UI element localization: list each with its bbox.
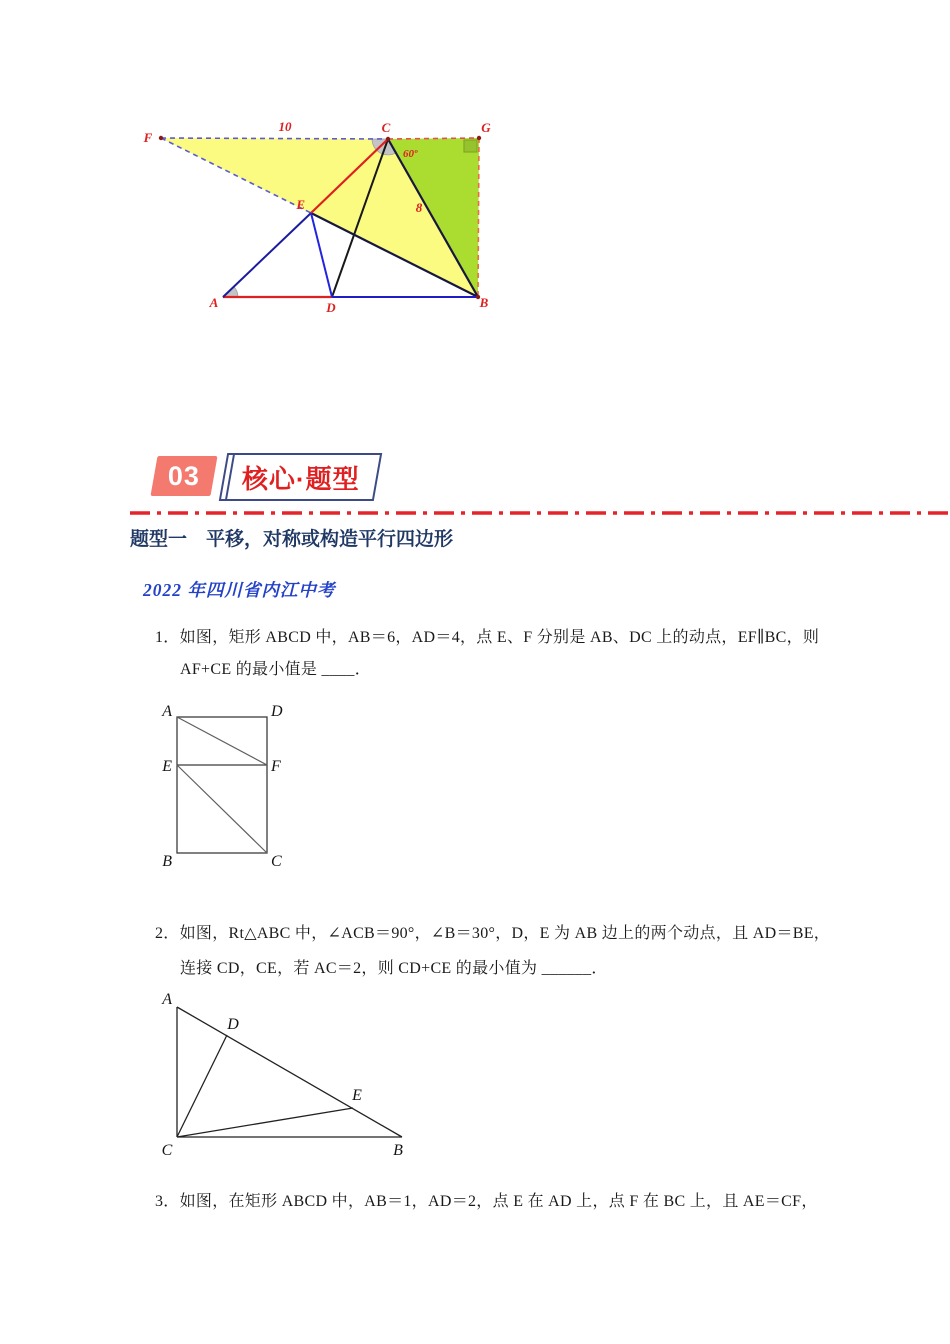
label-D: D	[271, 703, 283, 720]
segment-AF	[177, 717, 267, 765]
figure-question-2	[140, 988, 430, 1168]
label-B: B	[479, 295, 489, 310]
question-1-line-2: AF+CE 的最小值是 ____．	[180, 661, 372, 678]
label-C: C	[381, 120, 391, 135]
question-1-line-1: 1．如图，矩形 ABCD 中，AB＝6，AD＝4，点 E、F 分别是 AB、DC 上的动点，EF∥BC，则	[155, 629, 820, 646]
label-C: C	[271, 853, 282, 870]
section-divider	[128, 507, 950, 519]
label-angle-60: 60º	[403, 148, 418, 160]
label-E: E	[162, 758, 172, 775]
section-number-text: 03	[167, 460, 201, 491]
point-F	[159, 136, 163, 140]
label-CB-length: 8	[415, 200, 423, 215]
label-B: B	[162, 853, 172, 870]
segment-AB	[177, 1007, 402, 1137]
segment-AE	[223, 213, 311, 297]
question-2-line-2: 连接 CD，CE，若 AC＝2，则 CD+CE 的最小值为 ______．	[180, 960, 608, 977]
section-title-text: 核心·题型	[241, 463, 360, 494]
segment-EC	[177, 765, 267, 853]
segment-CE	[177, 1108, 353, 1137]
exam-source: 2022 年四川省内江中考	[143, 580, 336, 600]
question-3-line-1: 3．如图，在矩形 ABCD 中，AB＝1，AD＝2，点 E 在 AD 上，点 F 在 BC 上，且 AE＝CF，	[155, 1193, 818, 1210]
label-E: E	[296, 197, 305, 212]
label-D: D	[326, 300, 336, 315]
label-D: D	[227, 1016, 239, 1033]
label-F: F	[271, 758, 281, 775]
segment-CD	[177, 1035, 227, 1137]
figure-question-1	[148, 698, 298, 880]
point-C	[386, 137, 390, 141]
point-G	[477, 136, 481, 140]
label-G: G	[481, 120, 491, 135]
section-number-badge	[150, 456, 217, 496]
segment-ED	[311, 213, 332, 297]
right-angle-marker-G	[464, 140, 477, 152]
section-title-badge	[219, 453, 382, 501]
label-E: E	[352, 1087, 362, 1104]
label-A: A	[162, 703, 172, 720]
topic-heading: 题型一 平移，对称或构造平行四边形	[130, 529, 454, 550]
label-A: A	[209, 295, 219, 310]
label-C: C	[161, 1142, 173, 1159]
label-FC-length: 10	[278, 119, 292, 134]
question-2-line-1: 2．如图，Rt△ABC 中，∠ACB＝90°，∠B＝30°，D，E 为 AB 边上的两个动点，且 AD＝BE，	[155, 925, 831, 942]
label-B: B	[393, 1142, 403, 1159]
label-F: F	[143, 130, 153, 145]
rectangle-ABCD	[177, 717, 267, 853]
figure-main-geometry	[130, 115, 510, 325]
label-A: A	[162, 991, 172, 1008]
